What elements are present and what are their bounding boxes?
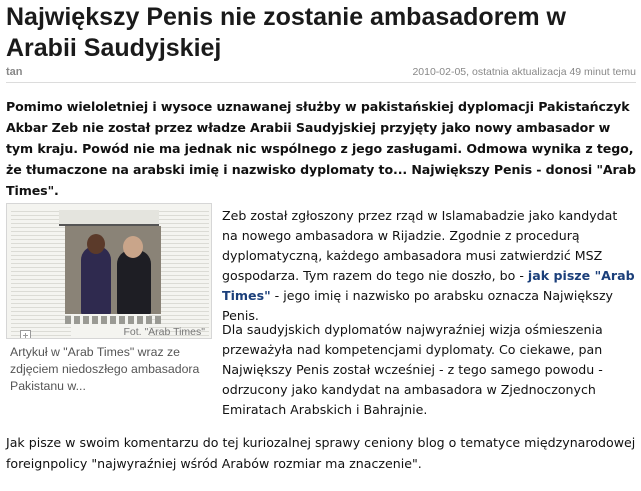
man-head: [123, 236, 143, 258]
paragraph-1-text-a: Zeb został zgłoszony przez rząd w Islamabadzie jako kandydat na nowego ambasadora w Rijadzie. Zgodnie z procedurą dyplomatyczną, każdego ambasadora musi zatwierdzić MSZ gospodarza. Tym razem do tego nie doszło, bo -: [222, 208, 618, 283]
paragraph-3: Jak pisze w swoim komentarzu do tej kuriozalnej sprawy ceniony blog o tematyce międzynarodowej foreignpolicy "najwyraźniej wśród Arabów rozmiar ma znaczenie".: [6, 435, 636, 471]
article-photo[interactable]: [6, 203, 212, 339]
byline: [6, 66, 636, 83]
paragraph-1: [222, 206, 636, 326]
newspaper-caption-strip: [65, 316, 161, 324]
woman-figure: [81, 246, 111, 314]
author-name[interactable]: tan: [6, 66, 23, 78]
photo-box: [6, 203, 212, 401]
photo-image: [65, 226, 161, 314]
arab-times-link[interactable]: jak pisze "Arab Times": [222, 268, 635, 303]
woman-head: [87, 234, 105, 254]
newspaper-header: [59, 210, 159, 226]
publish-date: 2010-02-05, ostatnia aktualizacja 49 minut temu: [412, 66, 636, 78]
expand-icon[interactable]: [20, 330, 31, 339]
article-lead: Pomimo wieloletniej i wysoce uznawanej służby w pakistańskiej dyplomacji Pakistańczyk Akbar Zeb nie został przez władze Arabii Saudyjskiej przyjęty jako nowy ambasador w tym kraju. Powód nie ma jednak nic wspólnego z jego zasługami. Odmowa wynika z tego, że tłumaczone na arabski imię i nazwisko dyplomaty to... Największy Penis - donosi "Arab Times".: [6, 99, 636, 198]
photo-credit: Fot. "Arab Times": [123, 326, 205, 338]
paragraph-2: Dla saudyjskich dyplomatów najwyraźniej wizja ośmieszenia przeważyła nad kompetencjami dyplomaty. Co ciekawe, pan Największy Penis został wcześniej - z tego samego powodu - odrzucony jako kandydat na ambasadora w Zjednoczonych Emiratach Arabskich i Bahrajnie.: [222, 322, 603, 417]
man-figure: [117, 250, 151, 314]
photo-caption-link[interactable]: Artykuł w "Arab Times" wraz ze zdjęciem niedoszłego ambasadora Pakistanu w...: [10, 345, 200, 393]
newspaper-column-left: [11, 208, 71, 336]
article-title: Największy Penis nie zostanie ambasadorem w Arabii Saudyjskiej: [6, 3, 566, 62]
paragraph-1-text-b: - jego imię i nazwisko po arabsku oznacza Największy Penis.: [222, 288, 614, 323]
